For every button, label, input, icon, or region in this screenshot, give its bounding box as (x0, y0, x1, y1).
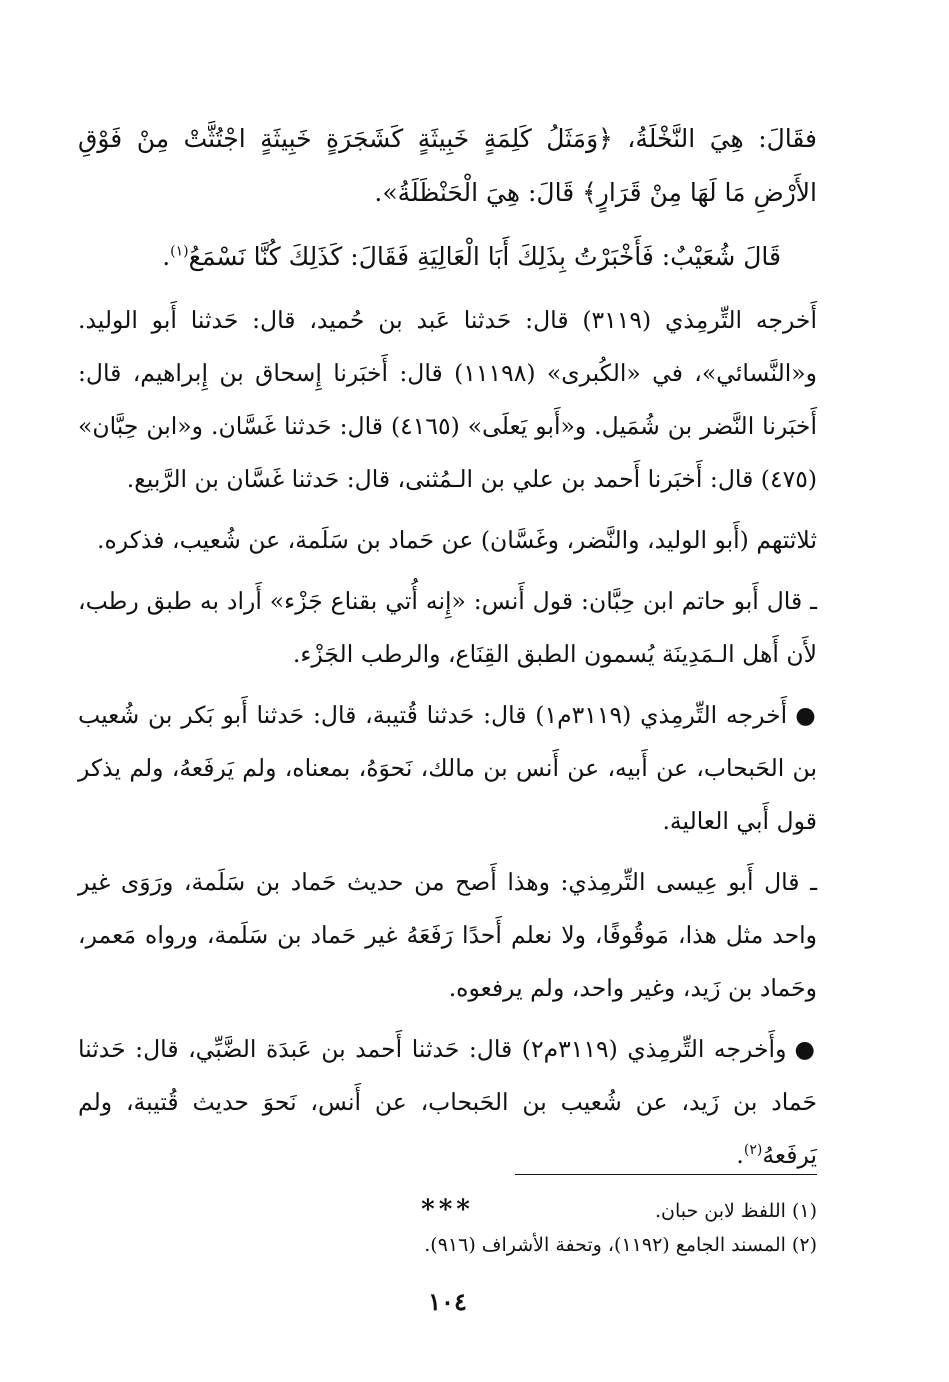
hadith-text: فقَالَ: هِيَ النَّخْلَةُ، ﴿وَمَثَلُ كَلِمَةٍ خَبِيثَةٍ كَشَجَرَةٍ خَبِيثَةٍ اجْتُثَّتْ مِنْ فَوْقِ الأَرْضِ مَا لَهَا مِنْ قَرَارٍ﴾ قَالَ: هِيَ الْحَنْظَلَةُ». (78, 124, 817, 207)
tirmidhi-variant-2-text: وأَخرجه التِّرمِذي (٣١١٩م٢) قال: حَدثنا أَحمد بن عَبدَة الضَّبِّي، قال: حَدثنا حَماد بن زَيد، عن شُعيب بن الحَبحاب، عن أَنس، نَحوَ حديث قُتيبة، ولم يَرفَعهُ (78, 1035, 817, 1169)
footnote-marker-1: (١) (170, 243, 189, 260)
page-number: ١٠٤ (428, 1287, 467, 1316)
footnote-2: (٢) المسند الجامع (١١٩٢)، وتحفة الأشراف (٩١٦). (424, 1234, 817, 1256)
bullet-icon: ● (795, 701, 817, 729)
main-text (78, 112, 817, 1230)
narrator-text: قَالَ شُعَيْبٌ: فَأَخْبَرْتُ بِذَلِكَ أَبَا الْعَالِيَةِ فَقَالَ: كَذَلِكَ كُنَّا نَسْمَعُ (188, 242, 781, 271)
narrator-statement: قَالَ شُعَيْبٌ: فَأَخْبَرْتُ بِذَلِكَ أَبَا الْعَالِيَةِ فَقَالَ: كَذَلِكَ كُنَّا نَسْمَعُ$^{(١)}$. (162, 242, 781, 271)
chain-summary-paragraph: ثلاثتهم (أَبو الوليد، والنَّضر، وغَسَّان) عن حَماد بن سَلَمة، عن شُعيب، فذكره. (97, 526, 817, 554)
bullet-icon: ● (794, 1035, 817, 1063)
footnotes (78, 1194, 817, 1262)
ibn-hibban-comment: ـ قال أَبو حاتم ابن حِبَّان: قول أَنس: «إِنه أُتي بقناع جَزْء» أَراد به طبق رطب، لأَن أَهل الـمَدِينَة يُسمون الطبق القِنَاع، والرطب الجَزْء. (78, 587, 817, 668)
tirmidhi-variant-1-text: أَخرجه التِّرمِذي (٣١١٩م١) قال: حَدثنا قُتيبة، قال: حَدثنا أَبو بَكر بن شُعيب بن الحَبحاب، عن أَبيه، عن أَنس بن مالك، نَحوَهُ، بمعناه، ولم يَرفَعهُ، ولم يذكر قول أَبي العالية. (78, 701, 817, 835)
section-separator: *** (421, 1195, 474, 1225)
footnote-divider (515, 1174, 817, 1175)
book-page (78, 112, 817, 1382)
takhrij-paragraph: أَخرجه التِّرمِذي (٣١١٩) قال: حَدثنا عَبد بن حُميد، قال: حَدثنا أَبو الوليد. و«النَّسائي»، في «الكُبرى» (١١١٩٨) قال: أَخبَرنا إِسحاق بن إِبراهيم، قال: أَخبَرنا النَّضر بن شُمَيل. و«أَبو يَعلَى» (٤١٦٥) قال: حَدثنا غَسَّان. و«ابن حِبَّان» (٤٧٥) قال: أَخبَرنا أَحمد بن علي بن الـمُثنى، قال: حَدثنا غَسَّان بن الرَّبيع. (78, 306, 818, 493)
footnote-marker-2: (٢) (743, 1142, 763, 1159)
footnote-1: (١) اللفظ لابن حبان. (654, 1200, 817, 1222)
tirmidhi-variant-2: ●وأَخرجه التِّرمِذي (٣١١٩م٢) قال: حَدثنا أَحمد بن عَبدَة الضَّبِّي، قال: حَدثنا حَماد بن زَيد، عن شُعيب بن الحَبحاب، عن أَنس، نَحوَ حديث قُتيبة، ولم يَرفَعهُ$^{(٢)}$. (78, 1035, 817, 1169)
tirmidhi-variant-1 (78, 689, 817, 848)
tirmidhi-comment: ـ قال أَبو عِيسى التِّرمِذي: وهذا أَصح من حديث حَماد بن سَلَمة، ورَوَى غير واحد مثل هذا، مَوقُوفًا، ولا نعلم أَحدًا رَفَعَهُ غير حَماد بن سَلَمة، ورواه مَعمر، وحَماد بن زَيد، وغير واحد، ولم يرفعوه. (78, 868, 817, 1002)
